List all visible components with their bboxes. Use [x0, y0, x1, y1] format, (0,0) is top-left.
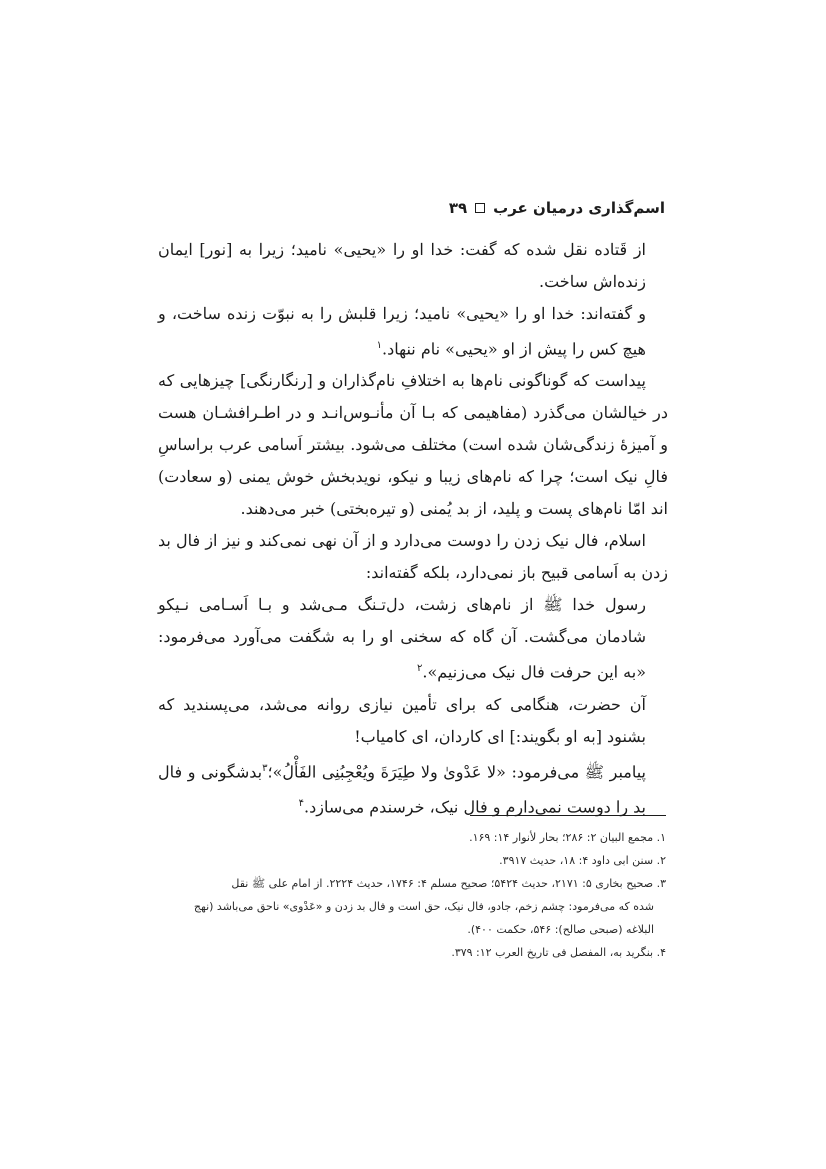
- footnote-3: ۳. صحیح بخاری ۵: ۲۱۷۱، حدیث ۵۴۲۴؛ صحیح مسلم ۴: ۱۷۴۶، حدیث ۲۲۲۴. از امام علی ﷺ نقل: [231, 877, 666, 890]
- footnote-2: ۲. سنن ابی داود ۴: ۱۸، حدیث ۳۹۱۷.: [499, 854, 666, 867]
- footnote-ref-3: ۳: [262, 762, 268, 774]
- paragraph-7: [158, 753, 668, 824]
- paragraph-3: پیداست که گوناگونی نام‌ها به اختلافِ نام‌گذاران و [رنگارنگی] چیزهایی که در خیالشان می‌گذرد (مفاهیمی که بـا آن مأنـوس‌انـد و در اطـرافشـان هست و آمیزهٔ زندگی‌شان شده است) مختلف می‌شود. بیشتر اَسامی عرب براساسِ فالِ نیک است؛ چرا که نام‌های زیبا و نیکو، نویدبخش خوش یمنی (و سعادت) اند امّا نام‌های پست و پلید، از بد یُمنی (و تیره‌بختی) خبر می‌دهند.: [158, 371, 668, 519]
- running-header: [160, 196, 665, 220]
- footnote-ref-1: ۱: [376, 340, 382, 351]
- paragraph-2: [158, 298, 668, 365]
- footnote-ref-4: ۴: [298, 797, 305, 809]
- chapter-title: اسم‌گذاری درمیان عرب: [493, 199, 665, 217]
- paragraph-5-text: رسول خدا ﷺ از نام‌های زشت، دل‌تـنگ مـی‌شد و بـا اَسـامی نـیکو شادمان می‌گشت. آن گاه که سخنی او را به شگفت می‌آورد می‌فرمود: «به این حرفت فال نیک می‌زنیم».: [158, 595, 646, 682]
- footnotes: [158, 826, 666, 964]
- footnote-3-cont: شده که می‌فرمود: چشم زخم، جادو، فال نیک، حق است و فال بد زدن و «عَدْوی» ناحق می‌باشد (نهج: [193, 900, 654, 913]
- footnote-4: ۴. بنگرید به، المفصل فی تاریخ العرب ۱۲: ۳۷۹.: [451, 946, 666, 959]
- paragraph-7-text-b: بدشگونی و فال بد را دوست نمی‌دارم و فال نیک، خرسندم می‌سازد.: [158, 761, 646, 817]
- main-text: [158, 234, 668, 823]
- square-ornament-icon: [475, 203, 485, 213]
- paragraph-7-text-a: پیامبر ﷺ می‌فرمود: «لا عَدْویٰ ولا طِیَرَةَ ویُعْجِبُنِی الفَأْلُ»؛: [267, 761, 646, 781]
- footnote-ref-2: ۲: [417, 663, 423, 675]
- footnote-3-end: البلاغه (صبحی صالح): ۵۴۶، حکمت ۴۰۰).: [467, 923, 654, 936]
- paragraph-5: [158, 589, 668, 688]
- page-number: ۳۹: [448, 199, 468, 217]
- paragraph-1: از قَتاده نقل شده که گفت: خدا او را «یحیی» نامید؛ زیرا به [نور] ایمان زنده‌اش ساخت.: [158, 240, 646, 291]
- paragraph-6: آن حضرت، هنگامی که برای تأمین نیازی روانه می‌شد، می‌پسندید که بشنود [به او بگویند:] ای کاردان، ای کامیاب!: [158, 694, 646, 746]
- footnote-divider: [470, 815, 666, 816]
- paragraph-4: اسلام، فال نیک زدن را دوست می‌دارد و از آن نهی نمی‌کند و نیز از فال بد زدن به اَسامی قبیح باز نمی‌دارد، بلکه گفته‌اند:: [158, 531, 668, 583]
- footnote-1: ۱. مجمع البیان ۲: ۲۸۶؛ بحار لأنوار ۱۴: ۱۶۹.: [469, 831, 666, 844]
- paragraph-2-text: و گفته‌اند: خدا او را «یحیی» نامید؛ زیرا قلبش را به نبوّت زنده ساخت، و هیچ کس را پیش از او «یحیی» نام ننهاد.: [158, 304, 646, 359]
